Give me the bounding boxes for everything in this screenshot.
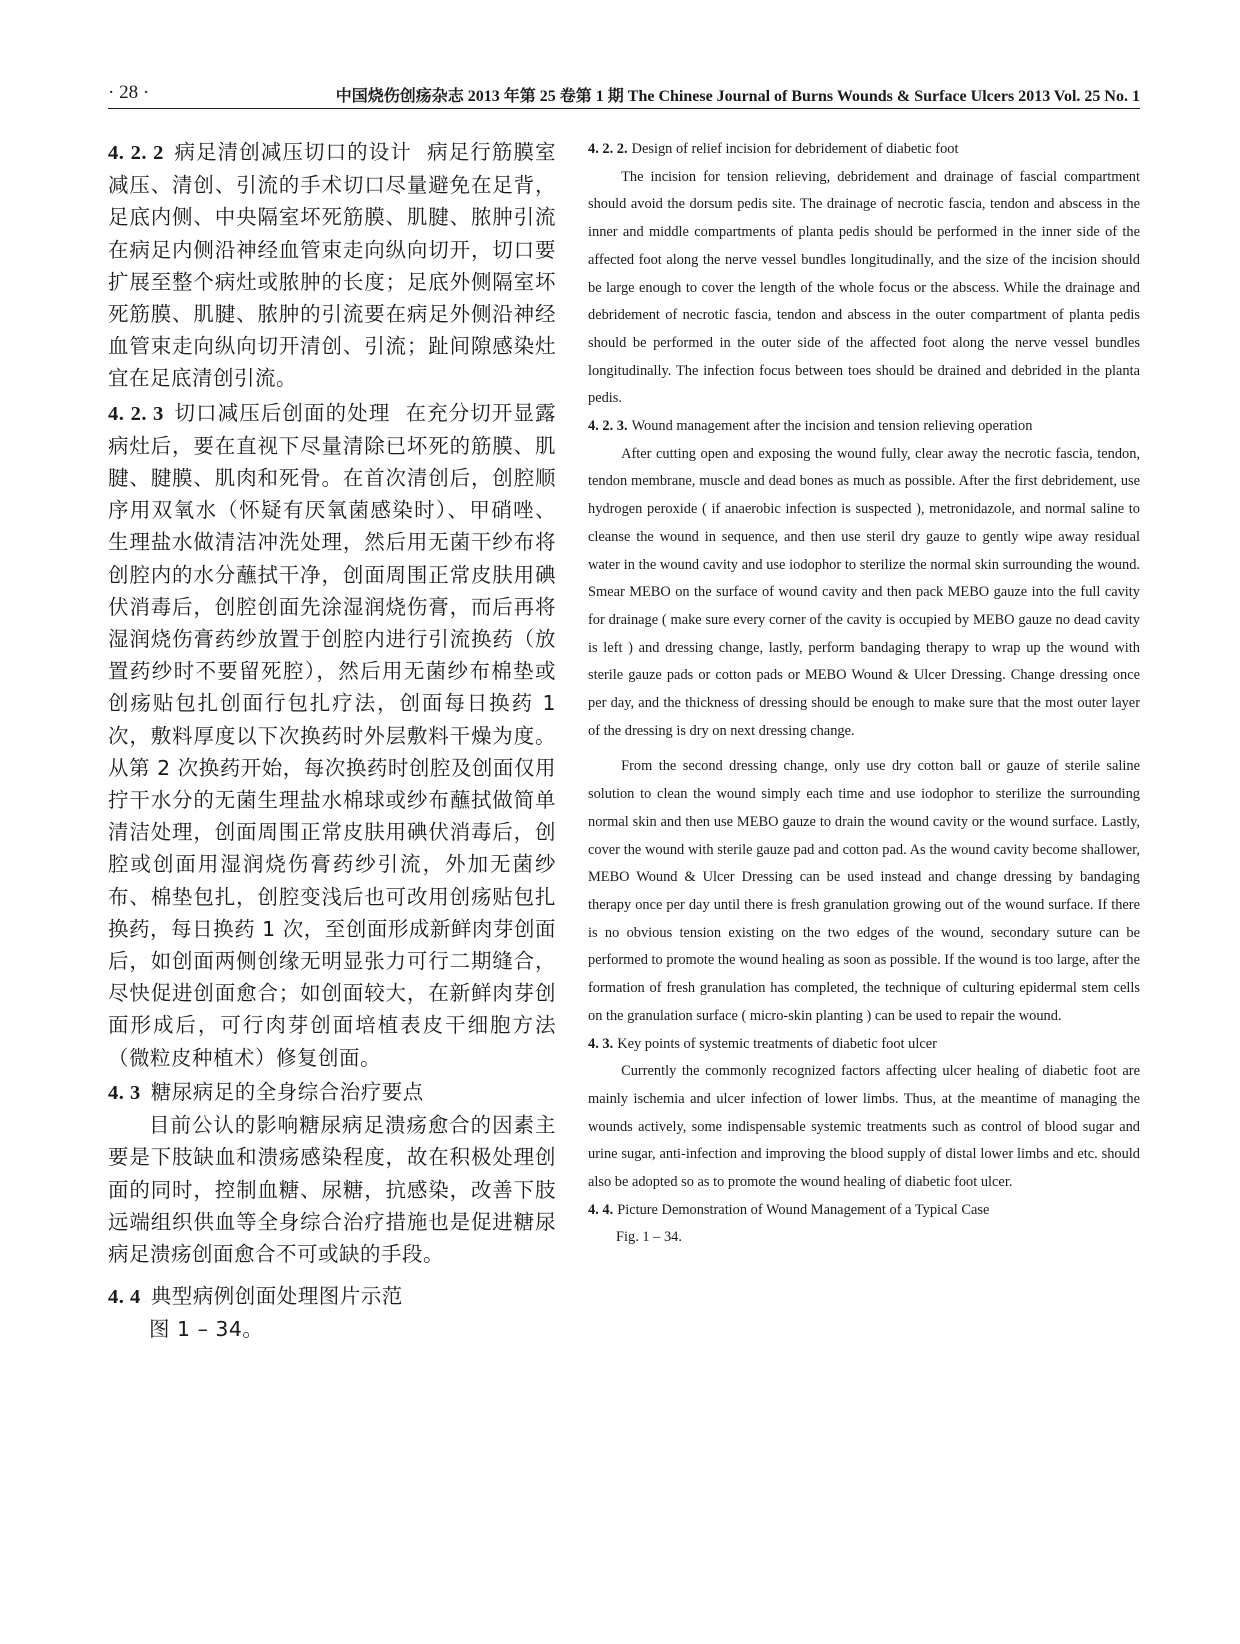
en-section-title: Picture Demonstration of Wound Management of a Typical Case [617,1201,990,1218]
en-section-number: 4. 2. 3. [588,418,628,435]
en-section-4-2-2-heading [588,136,1140,164]
chinese-column [108,134,556,1346]
en-section-number: 4. 2. 2. [588,141,628,157]
english-column [588,136,1140,1252]
zh-section-4-3-heading [108,1076,556,1109]
en-section-title: Wound management after the incision and tension relieving operation [631,418,1033,435]
zh-section-number: 4. 3 [108,1081,141,1104]
zh-section-number: 4. 2. 2 [108,142,164,164]
zh-section-4-4-heading [108,1280,556,1313]
en-section-4-4-heading [588,1197,1140,1225]
en-paragraph: From the second dressing change, only use dry cotton ball or gauze of sterile saline solution to clean the wound simply each time and use iodophor to sterilize the surrounding normal skin and then use MEBO gauze to drain the wound cavity or the wound surface. Lastly, cover the wound with sterile gauze pad and cotton pad. As the wound cavity become shallower, MEBO Wound & Ulcer Dressing can be used instead and change dressing by bandaging therapy once per day until there is fresh granulation growing out of the wound surface. If there is no obvious tension existing on the two edges of the wound, secondary suture can be performed to promote the wound healing as soon as possible. If the wound is too large, after the formation of fresh granulation has completed, the technique of culturing epidermal stem cells on the granulation surface ( micro-skin planting ) can be used to repair the wound. [588,758,1140,1024]
zh-section-number: 4. 2. 3 [108,402,164,425]
en-section-title: Design of relief incision for debridement of diabetic foot [631,141,959,157]
en-section-title: Key points of systemic treatments of diabetic foot ulcer [617,1035,937,1052]
zh-paragraph: 病足行筋膜室减压、清创、引流的手术切口尽量避免在足背，足底内侧、中央隔室坏死筋膜、肌腱、脓肿引流在病足内侧沿神经血管束走向纵向切开，切口要扩展至整个病灶或脓肿的长度；足底外侧隔室坏死筋膜、肌腱、脓肿的引流要在病足外侧沿神经血管束走向纵向切开清创、引流；趾间隙感染灶宜在足底清创引流。 [108,140,557,391]
zh-section-title: 典型病例创面处理图片示范 [150,1284,403,1309]
zh-paragraph: 在充分切开显露病灶后，要在直视下尽量清除已坏死的筋膜、肌腱、腱膜、肌肉和死骨。在首次清创后，创腔顺序用双氧水（怀疑有厌氧菌感染时）、甲硝唑、生理盐水做清洁冲洗处理，然后用无菌干纱布将创腔内的水分蘸拭干净，创面周围正常皮肤用碘伏消毒后，创腔创面先涂湿润烧伤膏，而后再将湿润烧伤膏药纱放置于创腔内进行引流换药（放置药纱时不要留死腔），然后用无菌纱布棉垫或创疡贴包扎创面行包扎疗法，创面每日换药 1 次，敷料厚度以下次换药时外层敷料干燥为度。从第 2 次换药开始，每次换药时创腔及创面仅用拧干水分的无菌生理盐水棉球或纱布蘸拭做简单清洁处理，创面周围正常皮肤用碘伏消毒后，创腔或创面用湿润烧伤膏药纱引流，外加无菌纱布、棉垫包扎，创腔变浅后也可改用创疡贴包扎换药，每日换药 1 次，至创面形成新鲜肉芽创面后，如创面两侧创缘无明显张力可行二期缝合，尽快促进创面愈合；如创面较大，在新鲜肉芽创面形成后，可行肉芽创面培植表皮干细胞方法（微粒皮种植术）修复创面。 [108,400,557,1070]
zh-section-title: 切口减压后创面的处理 [173,400,391,425]
en-paragraph: The incision for tension relieving, debridement and drainage of fascial compartment should avoid the dorsum pedis site. The drainage of necrotic fascia, tendon and abscess in the inner and middle compartments of planta pedis should be performed in the inner side of the affected foot along the nerve vessel bundles longitudinally, and the size of the incision should be large enough to cover the length of the whole focus or the abscess. While the drainage and debridement of necrotic fascia, tendon and abscess in the outer compartment of planta pedis should be performed in the outer side of the affected foot along the nerve vessel bundles longitudinally. The infection focus between toes should be drained and debrided in the planta pedis. [588,168,1140,407]
header-rule [108,108,1140,109]
en-section-number: 4. 3. [588,1035,614,1052]
zh-section-number: 4. 4 [108,1286,141,1309]
zh-section-4-2-3 [108,397,556,1074]
en-section-number: 4. 4. [588,1201,614,1218]
zh-section-4-2-2 [108,136,556,395]
journal-citation: 中国烧伤创疡杂志 2013 年第 25 卷第 1 期 The Chinese Journal of Burns Wounds & Surface Ulcers 2013 Vol. 25 No. 1 [335,88,1140,105]
en-paragraph: Currently the commonly recognized factors affecting ulcer healing of diabetic foot are mainly ischemia and ulcer infection of lower limbs. Thus, at the meantime of managing the wounds actively, some indispensable systemic treatments such as control of blood sugar and urine sugar, anti-infection and improving the blood supply of distal lower limbs and etc. should also be adopted so as to promote the wound healing of diabetic foot ulcer. [588,1063,1140,1191]
en-figure-reference: Fig. 1 – 34. [616,1229,682,1246]
en-paragraph: After cutting open and exposing the wound fully, clear away the necrotic fascia, tendon, tendon membrane, muscle and dead bones as much as possible. After the first debridement, use hydrogen peroxide ( if anaerobic infection is suspected ), metronidazole, and normal saline to cleanse the wound in sequence, and then use steril dry gauze to gently wipe away residual water in the wound cavity and use iodophor to sterilize the normal skin surrounding the wound. Smear MEBO on the surface of wound cavity and then pack MEBO gauze into the full cavity for drainage ( make sure every corner of the cavity is occupied by MEBO gauze no dead cavity is left ) and dressing change, lastly, perform bandaging therapy to wrap up the wound with sterile gauze pads or cotton pads or MEBO Wound & Ulcer Dressing. Change dressing once per day, and the thickness of dressing should be enough to make sure that the most outer layer of the dressing is dry on next dressing change. [588,445,1140,739]
zh-paragraph: 目前公认的影响糖尿病足溃疡愈合的因素主要是下肢缺血和溃疡感染程度，故在积极处理创面的同时，控制血糖、尿糖，抗感染，改善下肢远端组织供血等全身综合治疗措施也是促进糖尿病足溃疡创面愈合不可或缺的手段。 [108,1113,556,1266]
page-number: · 28 · [108,82,150,103]
en-section-4-3-heading [588,1031,1140,1059]
zh-figure-reference: 图 1 – 34。 [149,1317,264,1342]
zh-section-title: 病足清创减压切口的设计 [173,140,412,164]
zh-section-title: 糖尿病足的全身综合治疗要点 [150,1079,424,1104]
en-section-4-2-3-heading [588,413,1140,441]
